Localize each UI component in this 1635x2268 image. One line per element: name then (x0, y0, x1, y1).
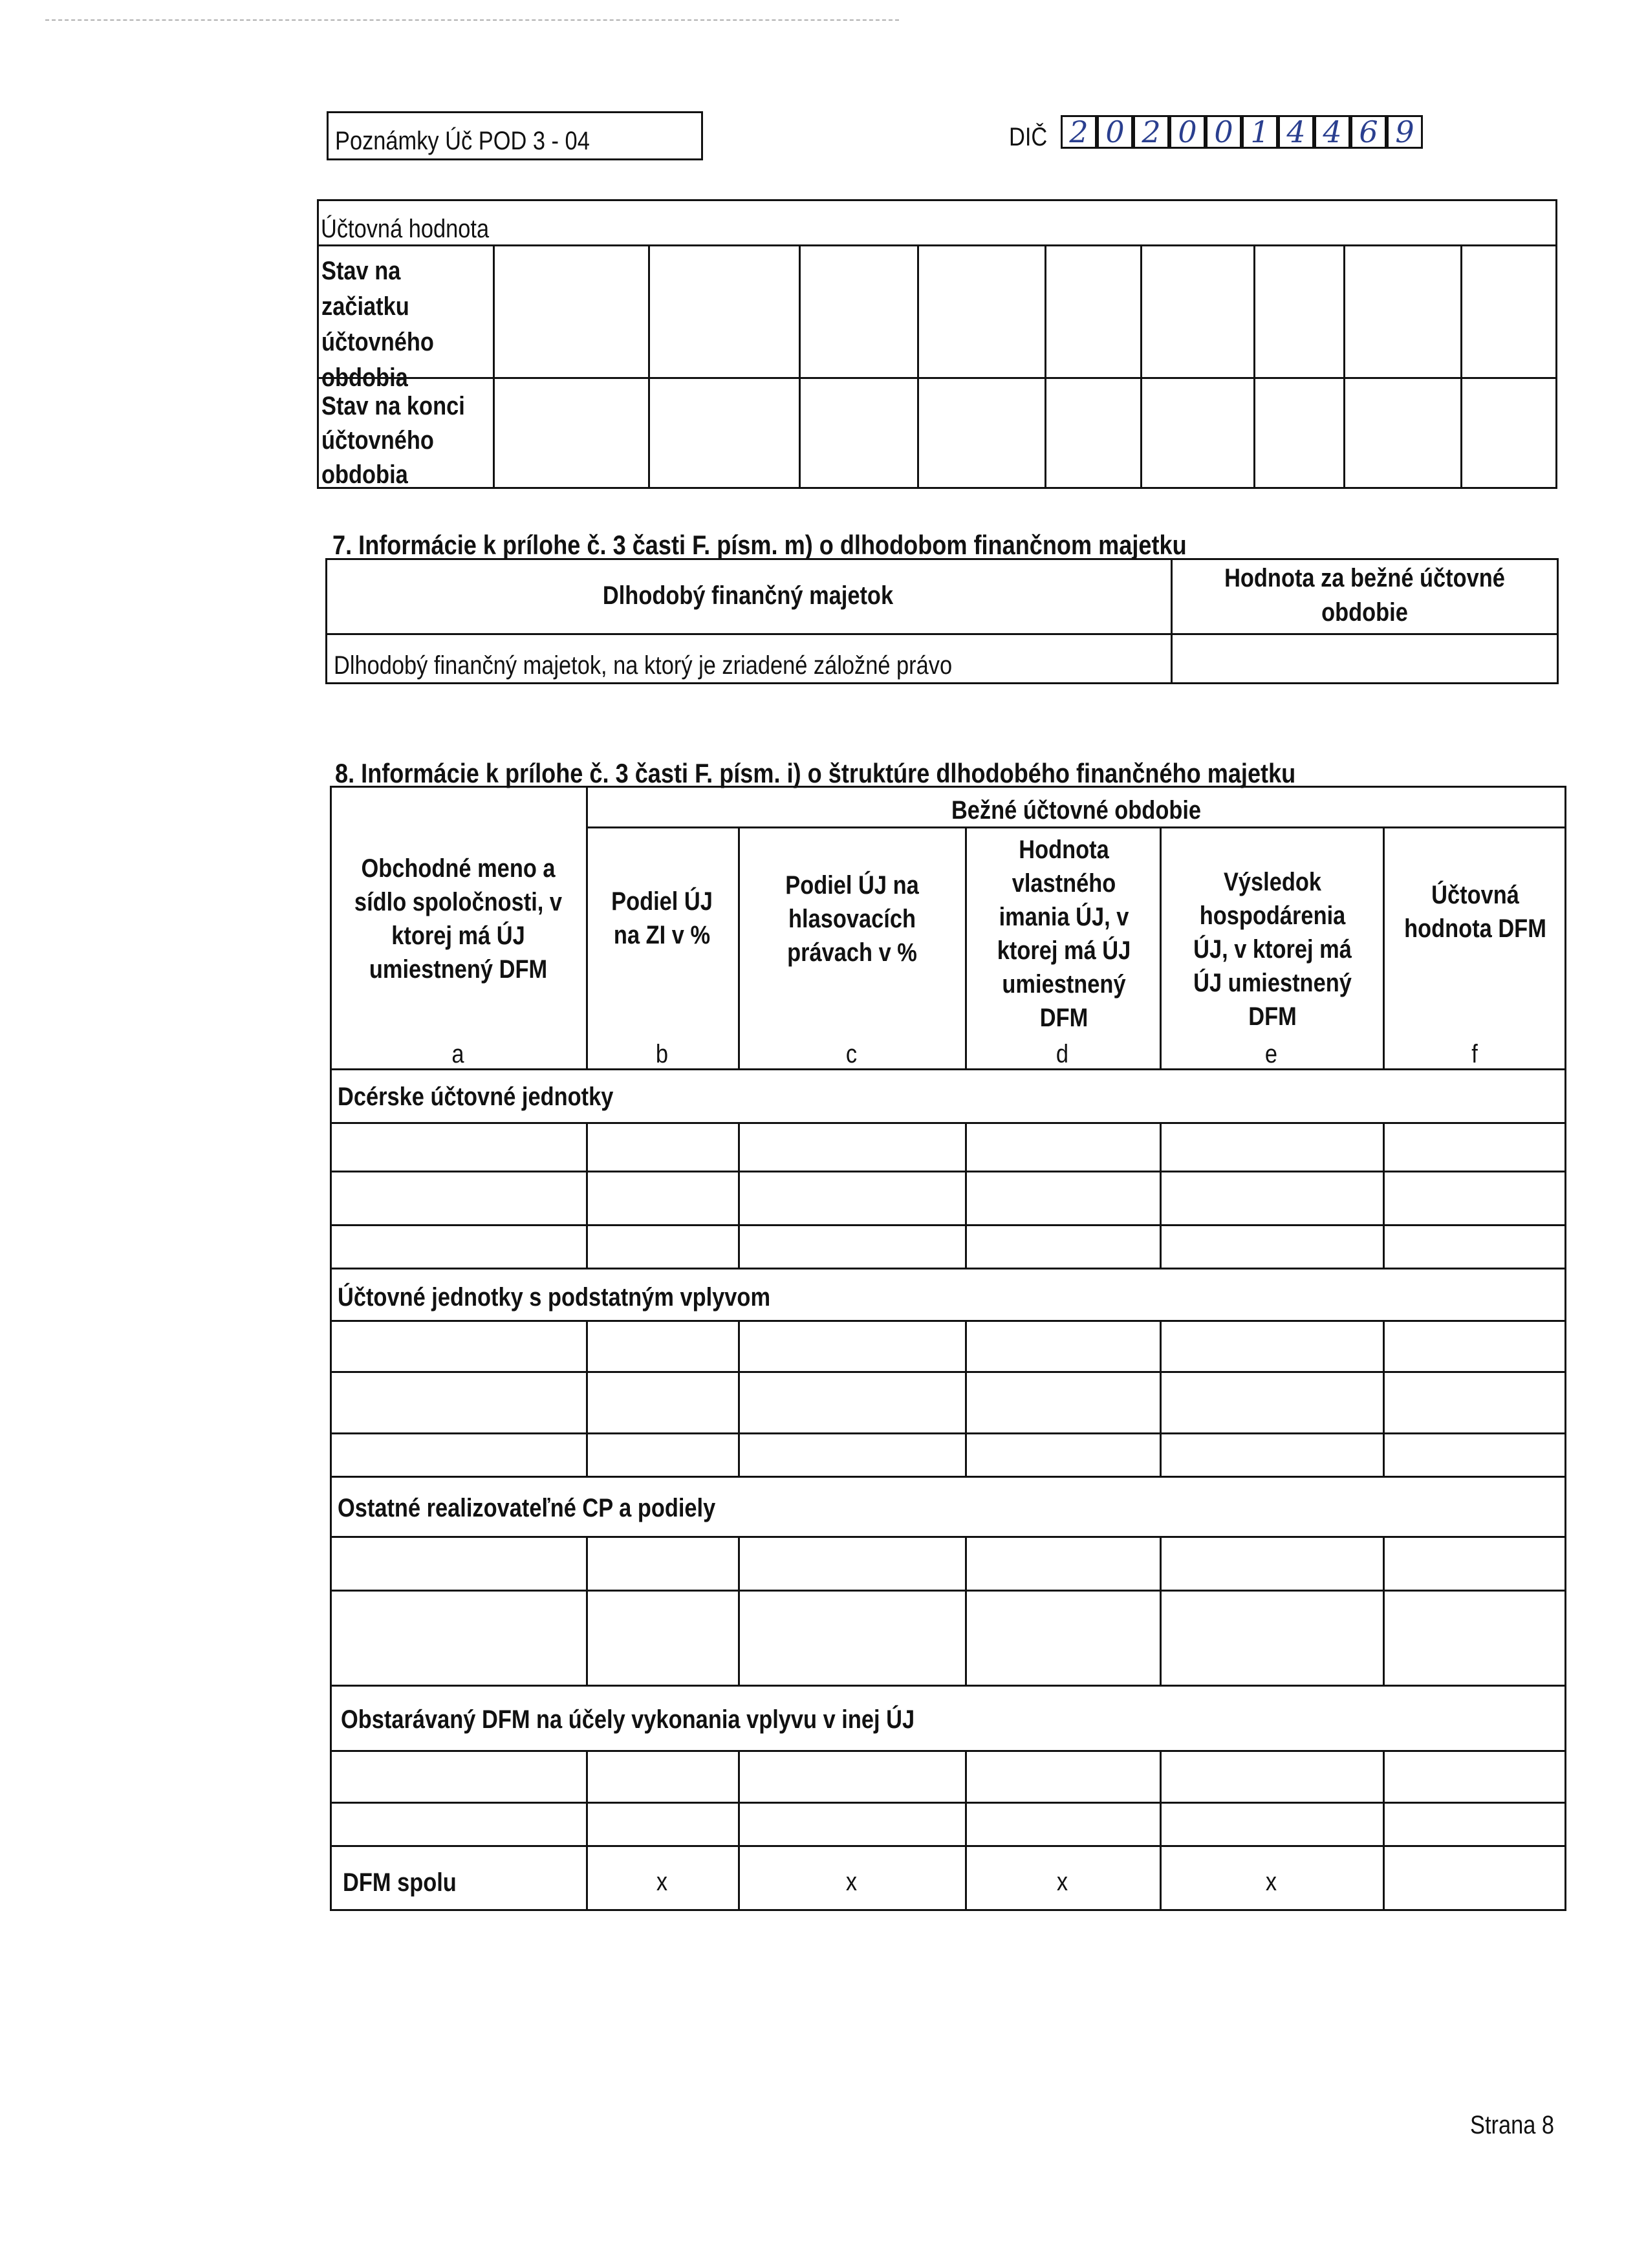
row-label-end: Stav na konci účtovného obdobia (321, 392, 465, 489)
col-header-b: Podiel ÚJ na ZI v % (611, 887, 713, 949)
total-mark-d: x (1056, 1868, 1068, 1896)
col-letter-d: d (1056, 1040, 1069, 1068)
col-header-d: Hodnota vlastného imania ÚJ, v ktorej má ÚJ umiestnený DFM (997, 836, 1131, 1032)
total-mark-b: x (656, 1868, 668, 1896)
col-header-a: Obchodné meno a sídlo spoločnosti, v ktorej má ÚJ umiestnený DFM (354, 854, 563, 984)
col-label-value: Hodnota za bežné účtovné obdobie (1224, 564, 1505, 627)
col-letter-e: e (1264, 1040, 1278, 1068)
dic-digit: 1 (1242, 115, 1278, 149)
group-significant-influence: Účtovné jednotky s podstatným vplyvom (338, 1283, 771, 1312)
col-letter-b: b (655, 1040, 669, 1068)
section7-heading: 7. Informácie k prílohe č. 3 časti F. písm. m) o dlhodobom finančnom majetku (332, 530, 1187, 560)
period-header: Bežné účtovné obdobie (951, 796, 1202, 825)
group-subsidiaries: Dcérske účtovné jednotky (338, 1083, 614, 1111)
col-header-f: Účtovná hodnota DFM (1404, 881, 1546, 943)
account-value-table (317, 199, 1557, 489)
dic-digit: 4 (1278, 115, 1314, 149)
col-letter-c: c (845, 1040, 858, 1068)
row-label-start: Stav na začiatku účtovného obdobia (321, 257, 434, 392)
table-title: Účtovná hodnota (321, 215, 490, 243)
page-number: Strana 8 (1470, 2111, 1555, 2139)
dic-label: DIČ (1009, 123, 1048, 151)
dic-digit: 2 (1061, 115, 1097, 149)
dic-digit: 0 (1169, 115, 1206, 149)
group-other-securities: Ostatné realizovateľné CP a podiely (338, 1494, 716, 1522)
section8-heading: 8. Informácie k prílohe č. 3 časti F. písm. i) o štruktúre dlhodobého finančného majetku (335, 758, 1296, 788)
col-label-dfm: Dlhodobý finančný majetok (602, 581, 894, 610)
col-letter-a: a (451, 1040, 464, 1068)
total-mark-c: x (845, 1868, 858, 1896)
row-label-pledged: Dlhodobý finančný majetok, na ktorý je zriadené záložné právo (334, 651, 953, 680)
dic-digit: 6 (1350, 115, 1387, 149)
dic-digit: 0 (1097, 115, 1133, 149)
total-mark-e: x (1265, 1868, 1277, 1896)
col-header-e: Výsledok hospodárenia ÚJ, v ktorej má ÚJ umiestnený DFM (1193, 868, 1352, 1031)
dic-digit: 0 (1206, 115, 1242, 149)
dic-digit: 4 (1314, 115, 1350, 149)
scan-top-line (45, 19, 899, 21)
col-header-c: Podiel ÚJ na hlasovacích právach v % (785, 871, 919, 967)
total-row-label: DFM spolu (343, 1868, 457, 1897)
dic-digit: 9 (1387, 115, 1423, 149)
form-title: Poznámky Úč POD 3 - 04 (335, 127, 590, 155)
dic-digit: 2 (1133, 115, 1169, 149)
col-letter-f: f (1471, 1040, 1478, 1068)
group-acquired-dfm: Obstarávaný DFM na účely vykonania vplyvu v inej ÚJ (341, 1705, 915, 1734)
